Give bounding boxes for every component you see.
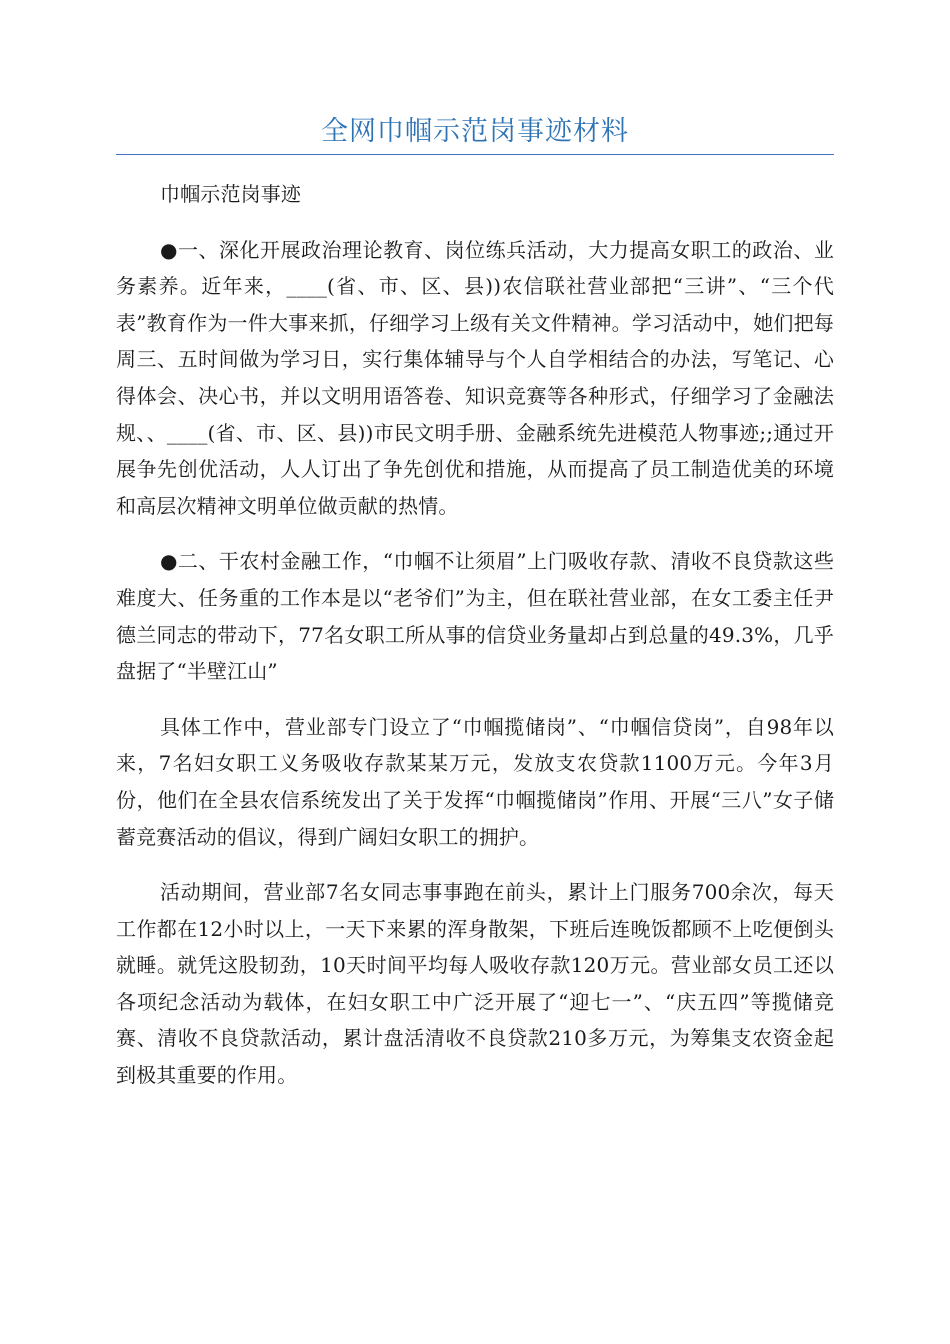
document-title: 全网巾帼示范岗事迹材料 [321, 116, 629, 147]
paragraph: 活动期间，营业部7名女同志事事跑在前头，累计上门服务700余次，每天工作都在12小时以上，一天下来累的浑身散架，下班后连晚饭都顾不上吃便倒头就睡。就凭这股韧劲，10天时间平均每人吸收存款120万元。营业部女员工还以各项纪念活动为载体，在妇女职工中广泛开展了“迎七一”、“庆五四”等揽储竞赛、清收不良贷款活动，累计盘活清收不良贷款210多万元，为筹集支农资金起到极其重要的作用。 [116, 880, 834, 1088]
paragraph: 具体工作中，营业部专门设立了“巾帼揽储岗”、“巾帼信贷岗”，自98年以来，7名妇女职工义务吸收存款某某万元，发放支农贷款1100万元。今年3月份，他们在全县农信系统发出了关于发挥“巾帼揽储岗”作用、开展“三八”女子储蓄竞赛活动的倡议，得到广阔妇女职工的拥护。 [116, 714, 834, 849]
section-heading: 巾帼示范岗事迹 [160, 182, 302, 206]
paragraph: ●一、深化开展政治理论教育、岗位练兵活动，大力提高女职工的政治、业务素养。近年来，____(省、市、区、县))农信联社营业部把“三讲”、“三个代表”教育作为一件大事来抓，仔细学习上级有关文件精神。学习活动中，她们把每周三、五时间做为学习日，实行集体辅导与个人自学相结合的办法，写笔记、心得体会、决心书，并以文明用语答卷、知识竞赛等各种形式，仔细学习了金融法规、、____(省、市、区、县))市民文明手册、金融系统先进模范人物事迹;;通过开展争先创优活动，人人订出了争先创优和措施，从而提高了员工制造优美的环境和高层次精神文明单位做贡献的热情。 [116, 237, 834, 518]
paragraph: ●二、干农村金融工作，“巾帼不让须眉”上门吸收存款、清收不良贷款这些难度大、任务重的工作本是以“老爷们”为主，但在联社营业部，在女工委主任尹德兰同志的带动下，77名女职工所从事的信贷业务量却占到总量的49.3%，几乎盘据了“半壁江山” [116, 549, 834, 684]
title-underline [116, 154, 834, 155]
document-body [116, 176, 834, 1113]
